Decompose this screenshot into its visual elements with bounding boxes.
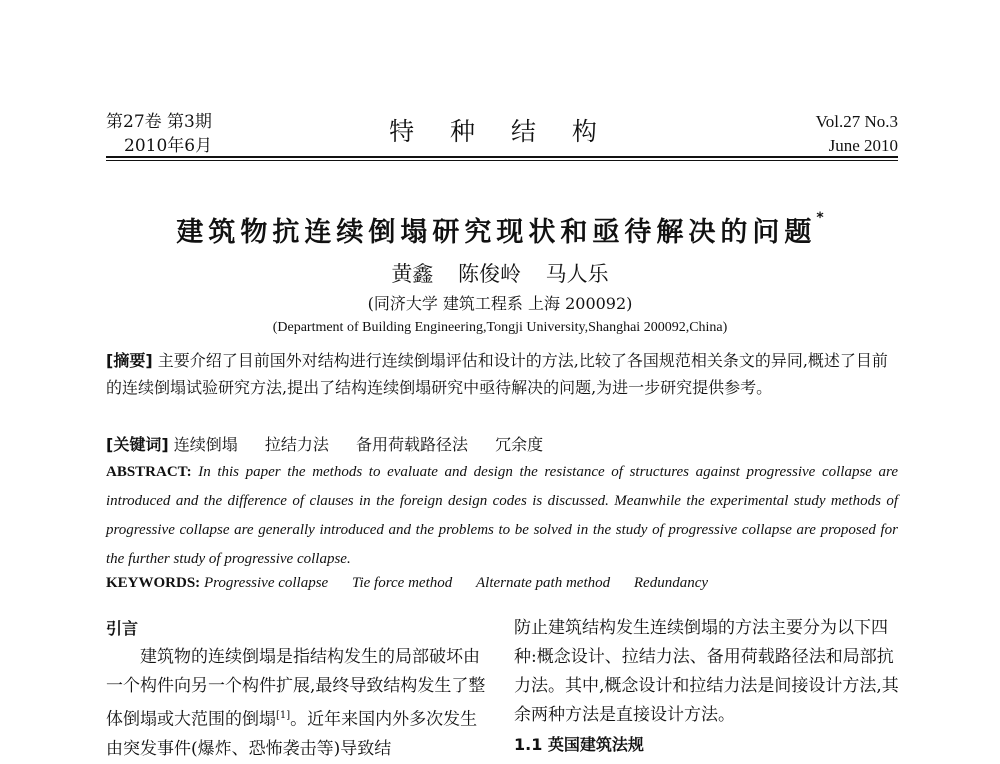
authors: 黄鑫 陈俊岭 马人乐 (391, 262, 609, 286)
abstract-en-tag: ABSTRACT: (106, 464, 192, 480)
keyword-en-item: Alternate path method (475, 575, 611, 591)
header-date: 2010年6月 (124, 136, 213, 156)
header-volume-issue: 第27卷 第3期 (106, 112, 212, 132)
affiliation-en: (Department of Building Engineering,Tongji University,Shanghai 200092,China) (272, 320, 728, 335)
abstract-en-text: In this paper the methods to evaluate and design the resistance of structures against progressive collapse are introduced and the difference of clauses in the foreign design codes is discussed. Meanwhile the experimental study methods of progressive collapse are generally introduced and the problems to be solved in the study of progressive collapse are proposed for the further study of progressive collapse. (106, 464, 898, 567)
intro-paragraph (106, 643, 491, 764)
intro-paragraph-text-a: 建筑物的连续倒塌是指结构发生的局部破坏由一个构件向另一个构件扩展,最终导致结构发生了整体倒塌或大范围的倒塌 (106, 647, 486, 730)
abstract-cn-text: 主要介绍了目前国外对结构进行连续倒塌评估和设计的方法,比较了各国规范相关条文的异同,概述了目前的连续倒塌试验研究方法,提出了结构连续倒塌研究中亟待解决的问题,为进一步研究提供参考。 (106, 351, 888, 397)
methods-paragraph: 防止建筑结构发生连续倒塌的方法主要分为以下四种:概念设计、拉结力法、备用荷载路径法和局部抗力法。其中,概念设计和拉结力法是间接设计方法,其余两种方法是直接设计方法。 (514, 618, 899, 725)
intro-paragraph-text-b: 。近年来国内外多次发生由突发事件(爆炸、恐怖袭击等)导致结 (106, 709, 478, 759)
header-volume-issue-en: Vol.27 No.3 (815, 112, 898, 131)
keywords-en-tag: KEYWORDS: (106, 575, 201, 591)
title-footnote-mark: * (816, 210, 824, 226)
keywords-en (106, 571, 898, 595)
header-issue-info-en (816, 110, 898, 158)
keyword-cn-item: 拉结力法 (264, 435, 329, 454)
keywords-cn-tag: [关键词] (106, 435, 169, 454)
header-rule (106, 156, 898, 158)
paper-title (0, 210, 1000, 249)
body-column-right (514, 614, 899, 759)
section-title-introduction: 引言 (106, 619, 139, 638)
keyword-cn-item: 连续倒塌 (173, 435, 238, 454)
body-column-left (106, 614, 491, 764)
citation-ref: [1] (276, 710, 291, 721)
abstract-en (106, 458, 898, 574)
keyword-en-item: Redundancy (633, 575, 709, 591)
keyword-cn-item: 冗余度 (495, 435, 544, 454)
affiliation-cn: (同济大学 建筑工程系 上海 200092) (367, 294, 633, 313)
subsection-title: 1.1 英国建筑法规 (514, 735, 644, 754)
paper-title-text: 建筑物抗连续倒塌研究现状和亟待解决的问题 (176, 217, 817, 248)
header-date-en: June 2010 (828, 136, 898, 155)
keyword-cn-item: 备用荷载路径法 (355, 435, 468, 454)
abstract-cn (106, 347, 898, 401)
keyword-en-item: Tie force method (351, 575, 453, 591)
abstract-cn-tag: [摘要] (106, 351, 153, 370)
journal-name: 特 种 结 构 (389, 117, 611, 146)
header-rule-thin (106, 160, 898, 161)
keywords-cn (106, 432, 898, 458)
keyword-en-item: Progressive collapse (203, 575, 329, 591)
